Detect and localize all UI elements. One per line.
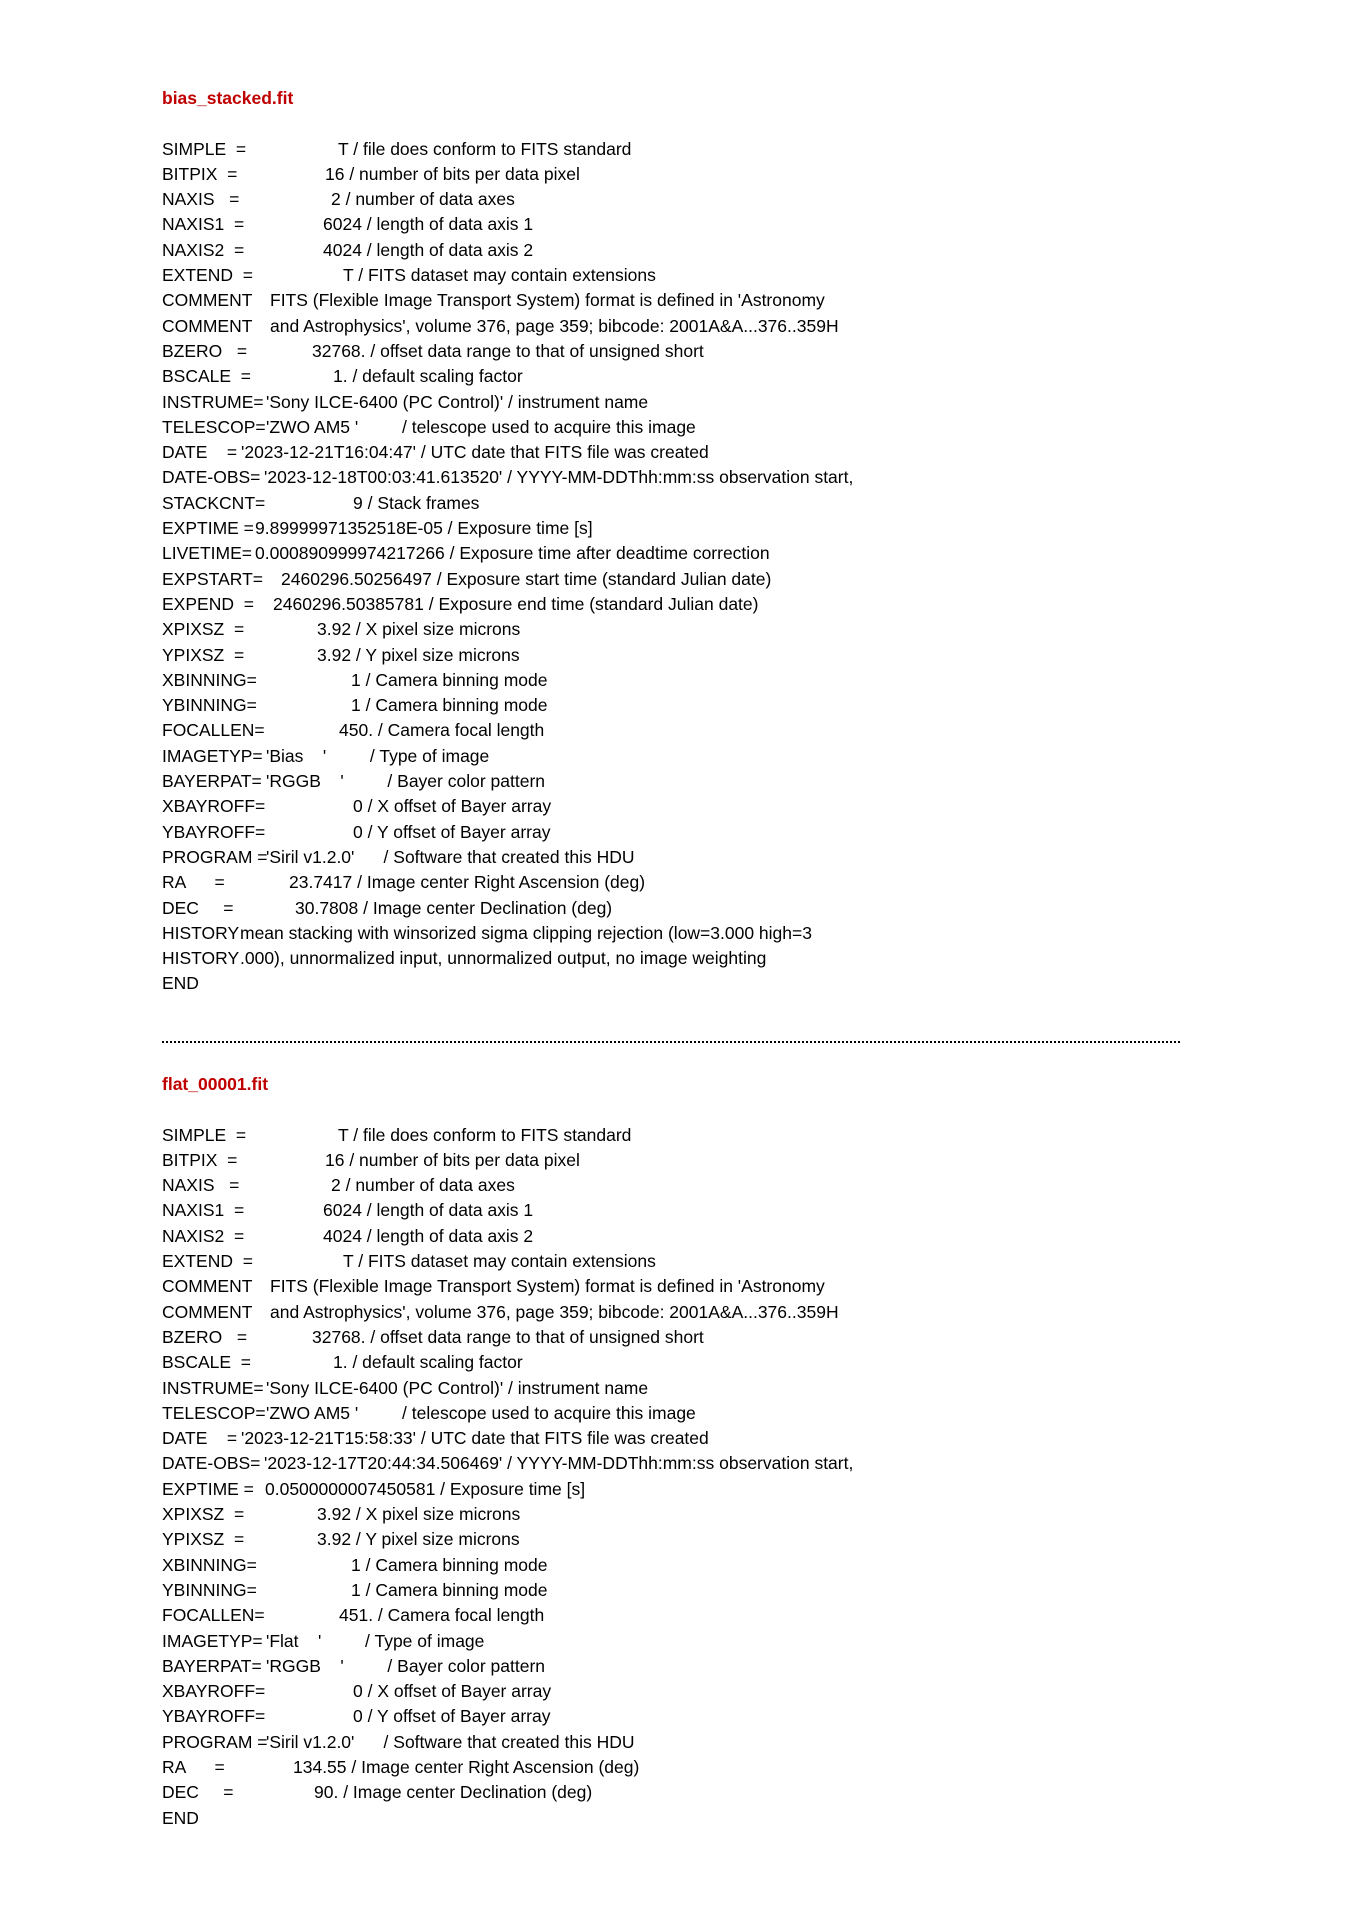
header-card-line xyxy=(162,390,1202,415)
header-list-bias xyxy=(162,137,1202,997)
header-keyword: RA = xyxy=(162,1757,225,1778)
header-keyword: LIVETIME= xyxy=(162,543,252,564)
header-value: 0 / Y offset of Bayer array xyxy=(353,821,551,842)
header-value: 1 / Camera binning mode xyxy=(351,1554,548,1575)
header-keyword: COMMENT xyxy=(162,1276,253,1297)
header-card-line xyxy=(162,137,1202,162)
header-value: 3.92 / X pixel size microns xyxy=(317,619,521,640)
header-value: 3.92 / Y pixel size microns xyxy=(317,644,520,665)
header-value: 9.89999971352518E-05 / Exposure time [s] xyxy=(255,518,593,539)
header-card-line xyxy=(162,1527,1202,1552)
header-card-line xyxy=(162,820,1202,845)
header-value: and Astrophysics', volume 376, page 359; bibcode: 2001A&A...376..359H xyxy=(270,1301,839,1322)
header-card-line xyxy=(162,187,1202,212)
header-card-line xyxy=(162,592,1202,617)
header-value: 'RGGB ' / Bayer color pattern xyxy=(266,1655,546,1676)
header-keyword: NAXIS2 = xyxy=(162,239,245,260)
header-keyword: YBAYROFF= xyxy=(162,1706,266,1727)
header-keyword: INSTRUME= xyxy=(162,1377,264,1398)
header-value: and Astrophysics', volume 376, page 359; bibcode: 2001A&A...376..359H xyxy=(270,315,839,336)
header-value: 'RGGB ' / Bayer color pattern xyxy=(266,771,546,792)
header-keyword: BAYERPAT= xyxy=(162,1655,262,1676)
header-card-line xyxy=(162,1679,1202,1704)
header-keyword: BITPIX = xyxy=(162,1149,238,1170)
header-card-line xyxy=(162,1704,1202,1729)
file-title-flat: flat_00001.fit xyxy=(162,1074,269,1094)
header-value: 2 / number of data axes xyxy=(331,1175,515,1196)
header-card-line xyxy=(162,1224,1202,1249)
header-card-line xyxy=(162,1451,1202,1476)
header-keyword: COMMENT xyxy=(162,315,253,336)
header-card-line xyxy=(162,1755,1202,1780)
header-value: '2023-12-21T15:58:33' / UTC date that FITS file was created xyxy=(241,1428,709,1449)
header-keyword: DATE = xyxy=(162,442,238,463)
header-card-line xyxy=(162,263,1202,288)
header-keyword: YPIXSZ = xyxy=(162,1529,245,1550)
header-value: 450. / Camera focal length xyxy=(339,720,545,741)
header-keyword: EXTEND = xyxy=(162,1251,253,1272)
header-value: 'Siril v1.2.0' / Software that created this HDU xyxy=(266,846,635,867)
header-keyword: EXPEND = xyxy=(162,593,254,614)
header-keyword: EXPTIME = xyxy=(162,1478,254,1499)
header-card-line xyxy=(162,1603,1202,1628)
header-card-line xyxy=(162,415,1202,440)
header-value: 2460296.50385781 / Exposure end time (standard Julian date) xyxy=(273,593,759,614)
header-value: 'Siril v1.2.0' / Software that created this HDU xyxy=(266,1731,635,1752)
header-keyword: COMMENT xyxy=(162,1301,253,1322)
header-card-line xyxy=(162,971,1202,996)
header-value: 32768. / offset data range to that of unsigned short xyxy=(312,1326,704,1347)
header-card-line xyxy=(162,1477,1202,1502)
header-value: 1. / default scaling factor xyxy=(333,366,523,387)
header-card-line xyxy=(162,1806,1202,1831)
fits-header-section-bias xyxy=(162,86,1202,997)
header-keyword: YBINNING= xyxy=(162,695,257,716)
header-keyword: RA = xyxy=(162,872,225,893)
header-value: 0.000890999974217266 / Exposure time after deadtime correction xyxy=(255,543,770,564)
header-value: 1. / default scaling factor xyxy=(333,1352,523,1373)
header-card-line xyxy=(162,668,1202,693)
header-card-line xyxy=(162,1300,1202,1325)
header-keyword: NAXIS2 = xyxy=(162,1225,245,1246)
header-value: 'Flat ' / Type of image xyxy=(266,1630,485,1651)
header-card-line xyxy=(162,845,1202,870)
header-card-line xyxy=(162,1553,1202,1578)
header-card-line xyxy=(162,643,1202,668)
header-keyword: DEC = xyxy=(162,897,234,918)
header-card-line xyxy=(162,1148,1202,1173)
header-card-line xyxy=(162,212,1202,237)
file-title-bias: bias_stacked.fit xyxy=(162,88,294,108)
header-value: 16 / number of bits per data pixel xyxy=(325,1149,580,1170)
header-keyword: SIMPLE = xyxy=(162,138,247,159)
header-card-line xyxy=(162,1578,1202,1603)
header-value: 134.55 / Image center Right Ascension (deg) xyxy=(293,1757,640,1778)
header-keyword: BITPIX = xyxy=(162,163,238,184)
header-value: mean stacking with winsorized sigma clipping rejection (low=3.000 high=3 xyxy=(240,922,812,943)
header-value: '2023-12-17T20:44:34.506469' / YYYY-MM-DDThh:mm:ss observation start, xyxy=(264,1453,854,1474)
header-card-line xyxy=(162,238,1202,263)
header-keyword: NAXIS = xyxy=(162,1175,240,1196)
header-keyword: XBAYROFF= xyxy=(162,1681,266,1702)
header-keyword: YBAYROFF= xyxy=(162,821,266,842)
header-value: 'Bias ' / Type of image xyxy=(266,745,490,766)
header-card-line xyxy=(162,465,1202,490)
header-card-line xyxy=(162,1376,1202,1401)
header-value: 0 / Y offset of Bayer array xyxy=(353,1706,551,1727)
header-keyword: TELESCOP= xyxy=(162,416,266,437)
header-value: 9 / Stack frames xyxy=(353,492,480,513)
header-card-line xyxy=(162,1629,1202,1654)
header-value: FITS (Flexible Image Transport System) format is defined in 'Astronomy xyxy=(270,1276,825,1297)
header-keyword: YBINNING= xyxy=(162,1579,257,1600)
header-keyword: INSTRUME= xyxy=(162,391,264,412)
header-value: 6024 / length of data axis 1 xyxy=(323,1200,534,1221)
header-card-line xyxy=(162,516,1202,541)
header-card-line xyxy=(162,1350,1202,1375)
header-keyword: EXPTIME = xyxy=(162,518,254,539)
header-card-line xyxy=(162,567,1202,592)
dotted-separator xyxy=(162,1027,1180,1043)
header-value: 0 / X offset of Bayer array xyxy=(353,796,552,817)
header-value: 4024 / length of data axis 2 xyxy=(323,239,534,260)
header-keyword: SIMPLE = xyxy=(162,1124,247,1145)
header-keyword: NAXIS = xyxy=(162,189,240,210)
header-value: 0.0500000007450581 / Exposure time [s] xyxy=(265,1478,586,1499)
header-value: 30.7808 / Image center Declination (deg) xyxy=(295,897,613,918)
header-keyword: XBINNING= xyxy=(162,669,257,690)
header-card-line xyxy=(162,1730,1202,1755)
header-value: 'ZWO AM5 ' / telescope used to acquire this image xyxy=(266,416,696,437)
header-card-line xyxy=(162,541,1202,566)
header-value: T / FITS dataset may contain extensions xyxy=(343,265,656,286)
header-list-flat xyxy=(162,1123,1202,1831)
header-card-line xyxy=(162,1249,1202,1274)
header-keyword: FOCALLEN= xyxy=(162,1605,265,1626)
header-keyword: BSCALE = xyxy=(162,1352,252,1373)
header-value: 1 / Camera binning mode xyxy=(351,1579,548,1600)
header-keyword: HISTORY xyxy=(162,922,240,943)
header-card-line xyxy=(162,1654,1202,1679)
header-card-line xyxy=(162,870,1202,895)
header-keyword: END xyxy=(162,973,199,994)
header-keyword: STACKCNT= xyxy=(162,492,266,513)
header-keyword: BZERO = xyxy=(162,1326,248,1347)
header-value: 2460296.50256497 / Exposure start time (standard Julian date) xyxy=(281,568,772,589)
header-keyword: IMAGETYP= xyxy=(162,1630,263,1651)
header-card-line xyxy=(162,288,1202,313)
header-value: .000), unnormalized input, unnormalized output, no image weighting xyxy=(240,948,767,969)
header-keyword: XPIXSZ = xyxy=(162,1504,245,1525)
header-keyword: NAXIS1 = xyxy=(162,1200,245,1221)
header-keyword: NAXIS1 = xyxy=(162,214,245,235)
header-keyword: DATE = xyxy=(162,1428,238,1449)
header-keyword: HISTORY xyxy=(162,948,240,969)
header-keyword: DATE-OBS= xyxy=(162,467,261,488)
header-card-line xyxy=(162,1502,1202,1527)
header-card-line xyxy=(162,339,1202,364)
header-card-line xyxy=(162,693,1202,718)
fits-header-section-flat xyxy=(162,1072,1202,1831)
header-keyword: DATE-OBS= xyxy=(162,1453,261,1474)
header-value: 3.92 / X pixel size microns xyxy=(317,1504,521,1525)
header-card-line xyxy=(162,617,1202,642)
header-value: 32768. / offset data range to that of unsigned short xyxy=(312,340,704,361)
header-value: 'ZWO AM5 ' / telescope used to acquire this image xyxy=(266,1402,696,1423)
header-card-line xyxy=(162,1325,1202,1350)
header-value: 1 / Camera binning mode xyxy=(351,669,548,690)
header-value: 16 / number of bits per data pixel xyxy=(325,163,580,184)
header-keyword: BAYERPAT= xyxy=(162,771,262,792)
header-card-line xyxy=(162,1198,1202,1223)
header-keyword: EXPSTART= xyxy=(162,568,263,589)
header-value: 'Sony ILCE-6400 (PC Control)' / instrument name xyxy=(266,391,649,412)
header-keyword: TELESCOP= xyxy=(162,1402,266,1423)
header-value: T / file does conform to FITS standard xyxy=(338,1124,632,1145)
header-value: 3.92 / Y pixel size microns xyxy=(317,1529,520,1550)
header-keyword: EXTEND = xyxy=(162,265,253,286)
header-value: 23.7417 / Image center Right Ascension (deg) xyxy=(289,872,646,893)
header-value: '2023-12-18T00:03:41.613520' / YYYY-MM-DDThh:mm:ss observation start, xyxy=(264,467,854,488)
header-card-line xyxy=(162,162,1202,187)
header-value: T / file does conform to FITS standard xyxy=(338,138,632,159)
header-keyword: PROGRAM = xyxy=(162,1731,268,1752)
header-card-line xyxy=(162,1123,1202,1148)
header-value: '2023-12-21T16:04:47' / UTC date that FITS file was created xyxy=(241,442,709,463)
header-keyword: COMMENT xyxy=(162,290,253,311)
header-card-line xyxy=(162,364,1202,389)
header-value: FITS (Flexible Image Transport System) format is defined in 'Astronomy xyxy=(270,290,825,311)
header-value: T / FITS dataset may contain extensions xyxy=(343,1251,656,1272)
header-keyword: XBAYROFF= xyxy=(162,796,266,817)
header-keyword: END xyxy=(162,1807,199,1828)
header-card-line xyxy=(162,440,1202,465)
header-value: 6024 / length of data axis 1 xyxy=(323,214,534,235)
header-card-line xyxy=(162,946,1202,971)
header-keyword: FOCALLEN= xyxy=(162,720,265,741)
header-keyword: PROGRAM = xyxy=(162,846,268,867)
header-card-line xyxy=(162,1274,1202,1299)
header-card-line xyxy=(162,921,1202,946)
header-keyword: BSCALE = xyxy=(162,366,252,387)
header-value: 0 / X offset of Bayer array xyxy=(353,1681,552,1702)
header-keyword: XBINNING= xyxy=(162,1554,257,1575)
header-card-line xyxy=(162,896,1202,921)
header-card-line xyxy=(162,491,1202,516)
header-value: 2 / number of data axes xyxy=(331,189,515,210)
header-value: 90. / Image center Declination (deg) xyxy=(314,1782,593,1803)
header-card-line xyxy=(162,1173,1202,1198)
header-card-line xyxy=(162,1401,1202,1426)
header-card-line xyxy=(162,314,1202,339)
header-card-line xyxy=(162,1426,1202,1451)
header-value: 451. / Camera focal length xyxy=(339,1605,545,1626)
header-value: 'Sony ILCE-6400 (PC Control)' / instrument name xyxy=(266,1377,649,1398)
header-card-line xyxy=(162,718,1202,743)
header-value: 4024 / length of data axis 2 xyxy=(323,1225,534,1246)
header-card-line xyxy=(162,794,1202,819)
header-keyword: IMAGETYP= xyxy=(162,745,263,766)
header-card-line xyxy=(162,744,1202,769)
header-keyword: YPIXSZ = xyxy=(162,644,245,665)
header-card-line xyxy=(162,769,1202,794)
header-keyword: DEC = xyxy=(162,1782,234,1803)
header-card-line xyxy=(162,1780,1202,1805)
header-keyword: XPIXSZ = xyxy=(162,619,245,640)
header-value: 1 / Camera binning mode xyxy=(351,695,548,716)
header-keyword: BZERO = xyxy=(162,340,248,361)
